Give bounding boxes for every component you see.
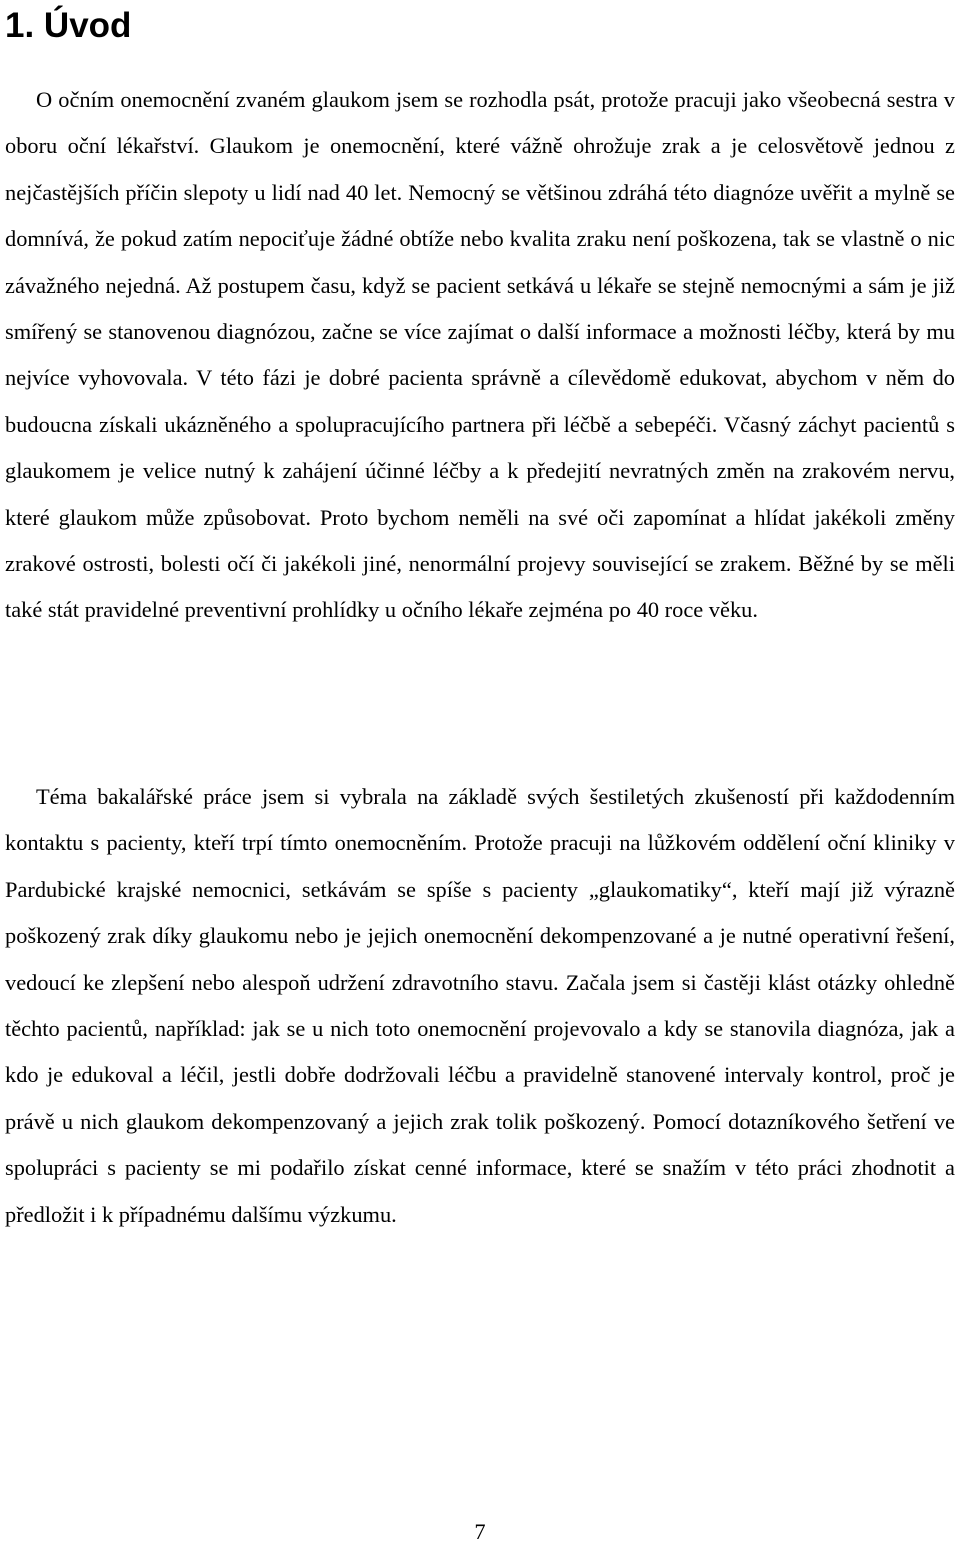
page-number: 7: [474, 1519, 486, 1544]
paragraph-1: O očním onemocnění zvaném glaukom jsem se rozhodla psát, protože pracuji jako všeobecná sestra v oboru oční lékařství. Glaukom je onemocnění, které vážně ohrožuje zrak a je celosvětově jednou z nejčastějších příčin slepoty u lidí nad 40 let. Nemocný se většinou zdráhá této diagnóze uvěřit a mylně se domnívá, že pokud zatím nepociťuje žádné obtíže nebo kvalita zraku není poškozena, tak se vlastně o nic závažného nejedná. Až postupem času, když se pacient setkává u lékaře se stejně nemocnými a sám je již smířený se stanovenou diagnózou, začne se více zajímat o další informace a možnosti léčby, která by mu nejvíce vyhovovala. V této fázi je dobré pacienta správně a cílevědomě edukovat, abychom v něm do budoucna získali ukázněného a spolupracujícího partnera při léčbě a sebepéči. Včasný záchyt pacientů s glaukomem je velice nutný k zahájení účinné léčby a k předejití nevratných změn na zrakovém nervu, které glaukom může způsobovat. Proto bychom neměli na své oči zapomínat a hlídat jakékoli změny zrakové ostrosti, bolesti očí či jakékoli jiné, nenormální projevy související se zrakem. Běžné by se měli také stát pravidelné preventivní prohlídky u očního lékaře zejména po 40 roce věku.: [5, 87, 955, 623]
paragraph-2: Téma bakalářské práce jsem si vybrala na základě svých šestiletých zkušeností při každodenním kontaktu s pacienty, kteří trpí tímto onemocněním. Protože pracuji na lůžkovém oddělení oční kliniky v Pardubické krajské nemocnici, setkávám se spíše s pacienty „glaukomatiky“, kteří mají již výrazně poškozený zrak díky glaukomu nebo je jejich onemocnění dekompenzované a je nutné operativní řešení, vedoucí ke zlepšení nebo alespoň udržení zdravotního stavu. Začala jsem si častěji klást otázky ohledně těchto pacientů, například: jak se u nich toto onemocnění projevovalo a kdy se stanovila diagnóza, jak a kdo je edukoval a léčil, jestli dobře dodržovali léčbu a pravidelně stanovené intervaly kontrol, proč je právě u nich glaukom dekompenzovaný a jejich zrak tolik poškozený. Pomocí dotazníkového šetření ve spolupráci s pacienty se mi podařilo získat cenné informace, které se snažím v této práci zhodnotit a předložit i k případnému dalšímu výzkumu.: [5, 784, 955, 1227]
section-heading: 1. Úvod: [5, 6, 132, 45]
